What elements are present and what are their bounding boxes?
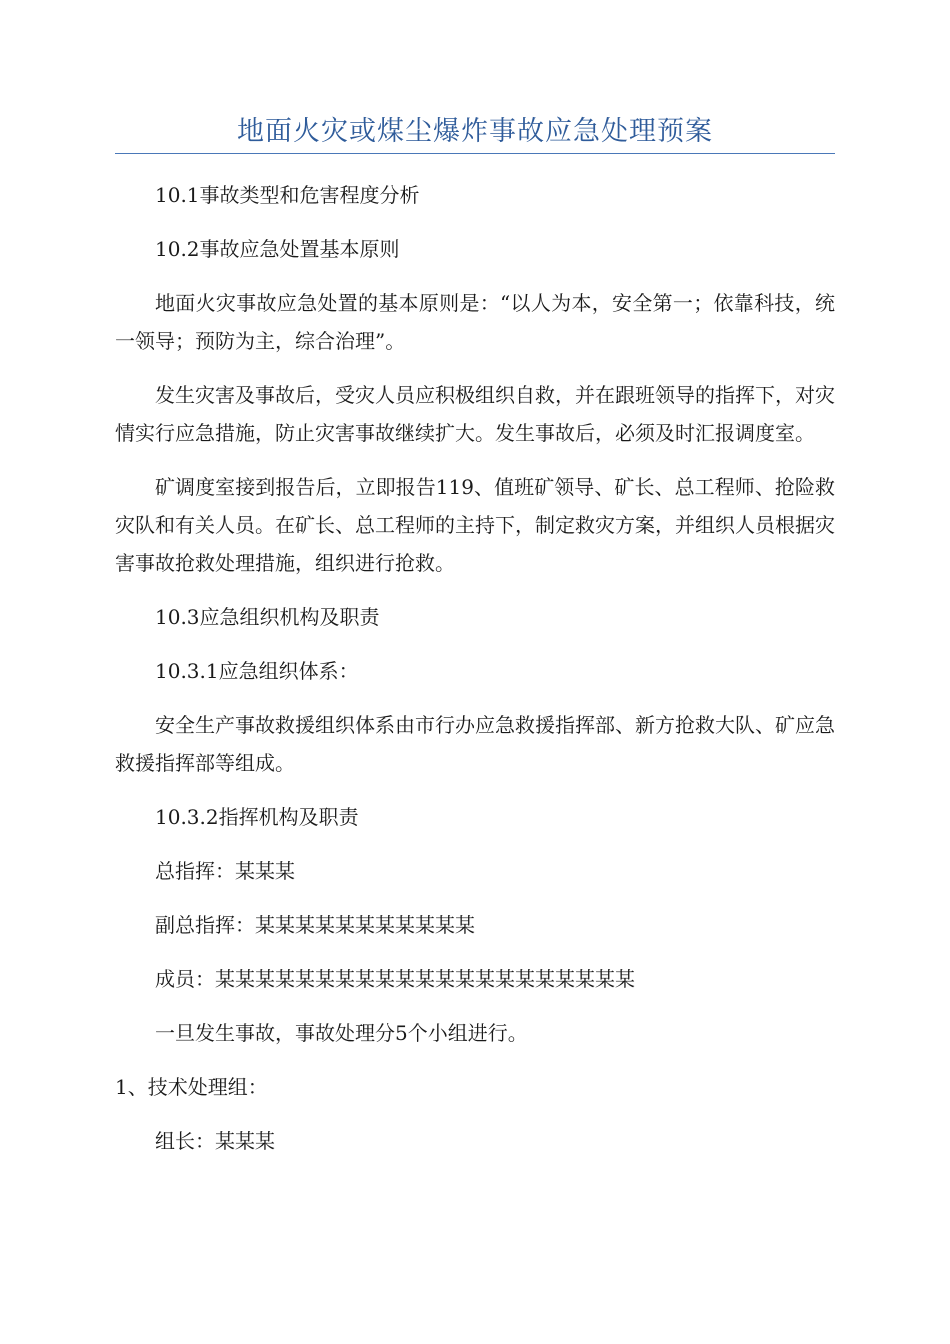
paragraph-deputy-commander: 副总指挥：某某某某某某某某某某某 (155, 913, 475, 937)
paragraph-self-rescue: 发生灾害及事故后，受灾人员应积极组织自救，并在跟班领导的指挥下，对灾情实行应急措施，防止灾害事故继续扩大。发生事故后，必须及时汇报调度室。 (115, 383, 835, 445)
paragraph-dispatch-report: 矿调度室接到报告后，立即报告119、值班矿领导、矿长、总工程师、抢险救灾队和有关人员。在矿长、总工程师的主持下，制定救灾方案，并组织人员根据灾害事故抢救处理措施，组织进行抢救。 (115, 475, 835, 575)
paragraph-section-10-2: 10.2事故应急处置基本原则 (155, 237, 400, 261)
paragraph-tech-group: 1、技术处理组： (115, 1075, 268, 1099)
paragraph-members: 成员：某某某某某某某某某某某某某某某某某某某某某 (155, 967, 635, 991)
paragraph-section-10-3: 10.3应急组织机构及职责 (155, 605, 380, 629)
document-body (115, 176, 835, 1176)
paragraph-section-10-3-2: 10.3.2指挥机构及职责 (155, 805, 359, 829)
title-underline (115, 153, 835, 154)
document-title: 地面火灾或煤尘爆炸事故应急处理预案 (237, 116, 713, 147)
paragraph-five-groups: 一旦发生事故，事故处理分5个小组进行。 (155, 1021, 528, 1045)
paragraph-group-leader: 组长：某某某 (155, 1129, 275, 1153)
paragraph-basic-principle: 地面火灾事故应急处置的基本原则是：“以人为本，安全第一；依靠科技，统一领导；预防为主，综合治理”。 (115, 291, 835, 353)
paragraph-section-10-3-1: 10.3.1应急组织体系： (155, 659, 359, 683)
paragraph-rescue-system: 安全生产事故救援组织体系由市行办应急救援指挥部、新方抢救大队、矿应急救援指挥部等组成。 (115, 713, 835, 775)
paragraph-section-10-1: 10.1事故类型和危害程度分析 (155, 183, 420, 207)
paragraph-commander: 总指挥：某某某 (155, 859, 295, 883)
